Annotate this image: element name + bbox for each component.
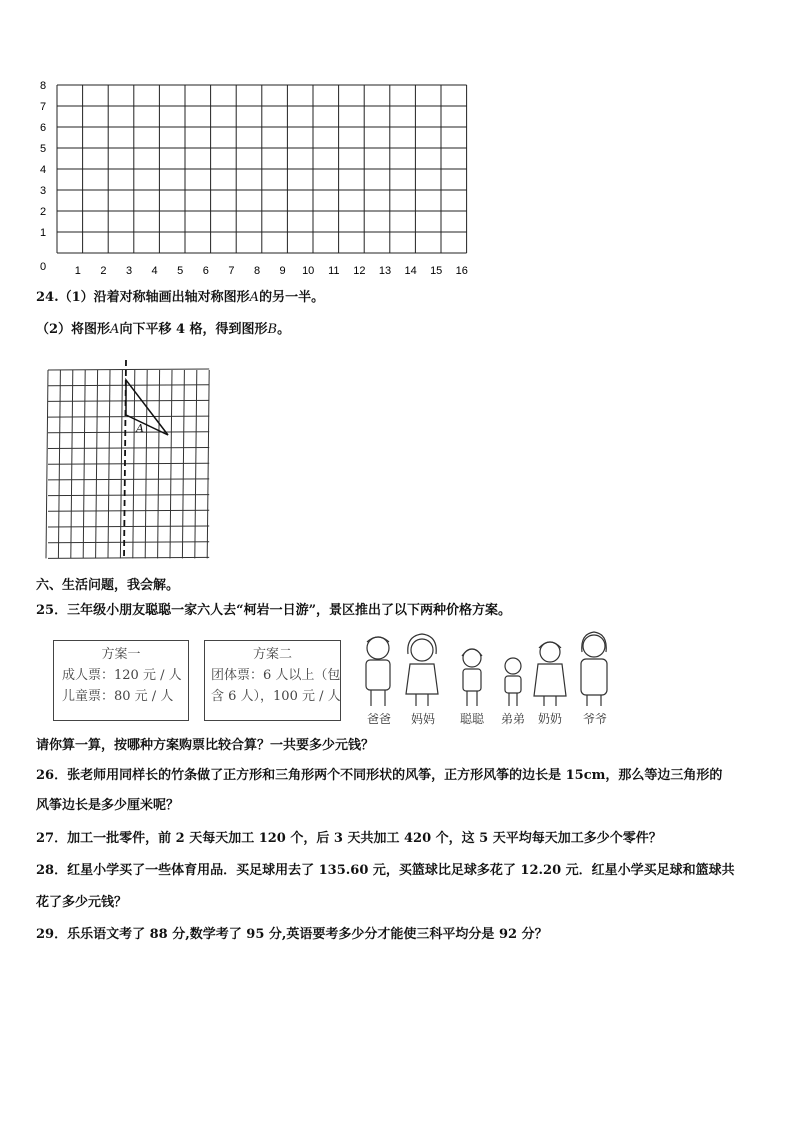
section-6-heading: 六、生活问题，我会解。 <box>36 578 180 593</box>
x-tick-label: 5 <box>177 265 184 277</box>
x-tick-label: 4 <box>151 265 158 277</box>
question-25-ask: 请你算一算，按哪种方案购票比较合算？一共要多少元钱？ <box>36 738 375 753</box>
family-name-grandma: 奶奶 <box>537 712 562 726</box>
x-tick-label: 3 <box>125 265 133 277</box>
sym-grid-vline <box>195 370 197 558</box>
question-24-part2: （2）将图形A向下平移 4 格，得到图形B。 <box>36 322 291 337</box>
question-24-part1: 24.（1）沿着对称轴画出轴对称图形A的另一半。 <box>36 290 325 305</box>
congcong-figure <box>462 649 482 706</box>
sym-grid-hline <box>48 510 209 511</box>
question-27: 27．加工一批零件，前 2 天每天加工 120 个，后 3 天共加工 420 个，这 5 天平均每天加工多少个零件？ <box>36 831 662 846</box>
question-26-line-2: 风筝边长是多少厘米呢？ <box>36 798 180 813</box>
x-tick-label: 15 <box>430 265 443 277</box>
x-tick-label: 9 <box>279 265 286 277</box>
y-tick-label: 4 <box>40 164 47 176</box>
x-tick-label: 16 <box>455 265 468 277</box>
plan-2-line-2: 含 6 人），100 元 / 人 <box>211 689 341 704</box>
x-tick-label: 14 <box>404 265 417 277</box>
question-28-line-1: 28．红星小学买了一些体育用品．买足球用去了 135.60 元，买篮球比足球多花了 12.20 元．红星小学买足球和篮球共 <box>36 863 735 878</box>
plan-2-line-1: 团体票：6 人以上（包 <box>211 668 341 683</box>
question-25-text: 25．三年级小朋友聪聪一家六人去“柯岩一日游”，景区推出了以下两种价格方案。 <box>36 603 512 618</box>
mom-figure <box>406 634 438 706</box>
plan-2-title: 方案二 <box>252 647 292 662</box>
sym-grid-hline <box>48 542 209 543</box>
sym-grid-vline <box>158 370 160 558</box>
sym-grid-vline <box>133 370 135 558</box>
x-tick-label: 13 <box>378 265 392 277</box>
x-tick-label: 8 <box>253 265 261 277</box>
x-tick-label: 11 <box>328 265 340 277</box>
family-name-grandpa: 爷爷 <box>582 712 607 726</box>
y-tick-label: 8 <box>40 80 47 92</box>
y-tick-label: 5 <box>40 143 47 155</box>
sym-grid-hline <box>48 369 209 370</box>
x-tick-label: 6 <box>202 265 209 277</box>
plan-1-adult-price: 成人票：120 元 / 人 <box>62 668 182 683</box>
plan-2-box <box>204 640 341 721</box>
sym-grid-hline <box>48 495 209 496</box>
plan-1-box <box>53 640 189 721</box>
question-28-line-2: 花了多少元钱？ <box>36 895 128 910</box>
sym-grid-vline <box>182 370 184 558</box>
family-name-congcong: 聪聪 <box>459 712 484 726</box>
family-name-dad: 爸爸 <box>366 712 391 726</box>
family-name-mom: 妈妈 <box>410 712 435 726</box>
y-tick-label: 2 <box>40 206 47 218</box>
y-tick-label: 7 <box>40 101 47 113</box>
question-26-line-1: 26．张老师用同样长的竹条做了正方形和三角形两个不同形状的风筝，正方形风筝的边长是 15cm，那么等边三角形的 <box>36 768 723 783</box>
brother-figure <box>505 658 521 706</box>
sym-grid-hline <box>48 479 209 480</box>
coordinate-grid <box>30 80 480 280</box>
sym-grid-hline <box>48 526 209 527</box>
grandma-figure <box>534 642 566 706</box>
sym-grid-vline <box>207 370 209 558</box>
sym-grid-vline <box>46 370 48 558</box>
dad-figure <box>366 637 390 706</box>
plan-1-child-price: 儿童票：80 元 / 人 <box>62 689 174 704</box>
triangle-a-label: A <box>136 422 144 435</box>
x-tick-label: 12 <box>353 265 366 277</box>
family-illustration <box>350 628 620 732</box>
question-29: 29．乐乐语文考了 88 分,数学考了 95 分,英语要考多少分才能使三科平均分是 92 分？ <box>36 927 548 942</box>
grandpa-figure <box>581 632 607 706</box>
y-tick-label: 6 <box>40 122 47 134</box>
plan-1-title: 方案一 <box>101 647 141 662</box>
x-tick-label: 2 <box>100 265 107 277</box>
x-tick-label: 1 <box>74 265 81 277</box>
sym-grid-hline <box>48 557 209 558</box>
symmetry-grid-svg <box>40 360 220 560</box>
sym-grid-vline <box>170 370 172 558</box>
y-tick-label: 1 <box>40 227 47 239</box>
symmetry-grid <box>40 360 220 560</box>
sym-grid-vline <box>145 370 147 558</box>
x-tick-label: 7 <box>228 265 235 277</box>
x-tick-label: 10 <box>302 265 315 277</box>
coordinate-grid-svg <box>30 80 480 280</box>
y-tick-label: 3 <box>40 185 47 197</box>
origin-label: 0 <box>40 261 47 273</box>
family-name-brother: 弟弟 <box>500 712 525 726</box>
